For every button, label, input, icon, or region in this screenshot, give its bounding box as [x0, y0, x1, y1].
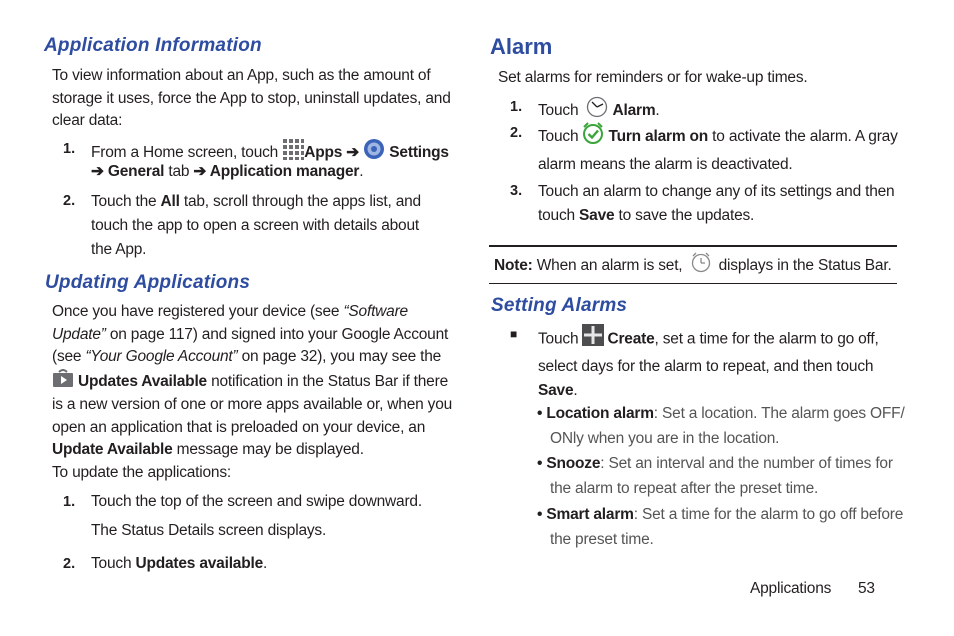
app-info-step2: [91, 190, 421, 262]
step-number: 1.: [63, 141, 76, 157]
update-step2: [91, 553, 267, 576]
to-update-text: To update the applications:: [52, 464, 232, 481]
text: on page 32), you may see the: [237, 348, 442, 365]
bullet-line: [537, 503, 903, 528]
text: on page 117) and signed into your Google Account: [105, 325, 449, 343]
alarm-intro: Set alarms for reminders or for wake-up times.: [498, 69, 808, 86]
general-label: General: [107, 163, 165, 180]
settings-gear-icon: [363, 138, 385, 168]
text: .: [359, 163, 364, 180]
update-step1: Touch the top of the screen and swipe downward.: [91, 493, 422, 510]
text: : Set a time for the alarm to go off before: [633, 506, 904, 523]
app-info-intro: [52, 65, 451, 133]
step-number: 1.: [510, 99, 523, 115]
text: Touch the: [91, 193, 161, 210]
smart-alarm-label: Smart alarm: [546, 506, 634, 523]
alarm-label: Alarm: [612, 101, 656, 119]
text: Touch: [538, 128, 583, 146]
para-line: [52, 346, 452, 369]
intro-line: storage it uses, force the App to stop, uninstall updates, and: [52, 89, 451, 107]
step-line: [538, 122, 898, 152]
sub-bullet-location: [537, 402, 905, 451]
step-number: 2.: [63, 556, 76, 572]
link-text[interactable]: “Your Google Account”: [85, 348, 238, 365]
update-step1-sub: The Status Details screen displays.: [91, 522, 327, 539]
text: message may be displayed.: [172, 441, 364, 458]
para-line: is a new version of one or more apps available or, when you: [52, 396, 453, 413]
alarm-step3: [538, 180, 894, 228]
text: to save the updates.: [614, 207, 755, 224]
step-line: alarm means the alarm is deactivated.: [538, 156, 793, 173]
intro-line: clear data:: [52, 112, 123, 129]
save-label: Save: [538, 382, 574, 399]
text: displays in the Status Bar.: [714, 256, 892, 274]
text: (see: [52, 348, 86, 365]
dot: •: [537, 455, 543, 472]
settings-label: Settings: [389, 143, 449, 161]
step-number: 3.: [510, 183, 523, 199]
text: .: [655, 101, 660, 119]
add-plus-icon: [582, 324, 604, 355]
para-line: [538, 324, 879, 355]
text: .: [573, 382, 578, 399]
heading-alarm: Alarm: [490, 34, 553, 59]
arrow: ➔: [193, 163, 210, 180]
sub-bullet-snooze: [537, 452, 893, 501]
bullet-line: the alarm to repeat after the preset time.: [550, 479, 819, 497]
step-number: 1.: [63, 494, 76, 510]
link-text[interactable]: “Software: [343, 303, 408, 320]
para-line: open an application that is preloaded on your device, an: [52, 418, 426, 436]
para-line: [52, 369, 452, 395]
step-line: [538, 204, 894, 228]
apps-label: Apps: [304, 143, 343, 161]
arrow: ➔: [342, 143, 364, 161]
step-line: [91, 190, 421, 214]
play-store-bag-icon: [52, 369, 74, 395]
dot: •: [537, 405, 543, 422]
text: touch: [538, 207, 580, 224]
heading-application-information: Application Information: [44, 35, 262, 56]
text: When an alarm is set,: [532, 256, 687, 274]
text: From a Home screen, touch: [91, 143, 283, 161]
para-line: [52, 301, 452, 324]
para-line: [538, 379, 879, 404]
para-line: [52, 439, 452, 462]
text: tab: [164, 163, 194, 180]
step-number: 2.: [510, 125, 523, 141]
step-line: touch the app to open a screen with details about: [91, 217, 419, 234]
bullet-line: [537, 402, 905, 427]
alarm-on-icon: [582, 122, 604, 152]
page-number: 53: [858, 580, 875, 597]
update-available-label: Update Available: [52, 441, 173, 458]
dot: •: [537, 506, 543, 523]
text: .: [263, 555, 268, 572]
text: Touch: [91, 555, 136, 572]
heading-updating-applications: Updating Applications: [45, 272, 251, 293]
text: , set a time for the alarm to go off,: [654, 330, 879, 348]
text: Once you have registered your device (see: [52, 303, 344, 320]
text: : Set a location. The alarm goes OFF/: [653, 405, 905, 422]
save-label: Save: [579, 207, 615, 224]
step-line: the App.: [91, 241, 147, 258]
bullet-line: the preset time.: [550, 530, 654, 548]
bullet-line: ONly when you are in the location.: [550, 429, 780, 447]
link-text[interactable]: Update”: [52, 325, 106, 343]
text: : Set an interval and the number of times for: [600, 455, 893, 472]
para-line: select days for the alarm to repeat, and then touch: [538, 357, 874, 375]
note-text: [494, 251, 892, 281]
text: notification in the Status Bar if there: [206, 372, 448, 390]
updates-available-label: Updates available: [135, 555, 264, 572]
text: to activate the alarm. A gray: [708, 128, 898, 146]
bullet-line: [537, 452, 893, 477]
location-alarm-label: Location alarm: [546, 405, 654, 422]
sub-bullet-smart: [537, 503, 903, 552]
snooze-label: Snooze: [546, 455, 601, 472]
manager-label: Application manager: [209, 163, 360, 180]
turn-alarm-on-label: Turn alarm on: [608, 128, 709, 146]
setting-paragraph: [538, 324, 879, 404]
text: tab, scroll through the apps list, and: [179, 193, 421, 210]
arrow: ➔: [91, 163, 108, 180]
all-label: All: [160, 193, 180, 210]
updating-paragraph: [52, 301, 452, 462]
step-number: 2.: [63, 193, 76, 209]
note-label: Note:: [494, 256, 533, 274]
footer-section: Applications: [750, 580, 832, 597]
bullet-square: ■: [510, 327, 518, 341]
app-info-step1-line2: [91, 161, 363, 184]
heading-setting-alarms: Setting Alarms: [491, 295, 628, 316]
text: Touch: [538, 330, 583, 348]
text: Touch: [538, 101, 583, 119]
para-line: [52, 324, 452, 347]
create-label: Create: [607, 330, 655, 348]
step-line: Touch an alarm to change any of its settings and then: [538, 183, 895, 200]
updates-available-label: Updates Available: [78, 372, 207, 390]
alarm-step2: [538, 122, 898, 177]
intro-line: To view information about an App, such as the amount of: [52, 67, 431, 84]
alarm-status-icon: [690, 251, 712, 281]
